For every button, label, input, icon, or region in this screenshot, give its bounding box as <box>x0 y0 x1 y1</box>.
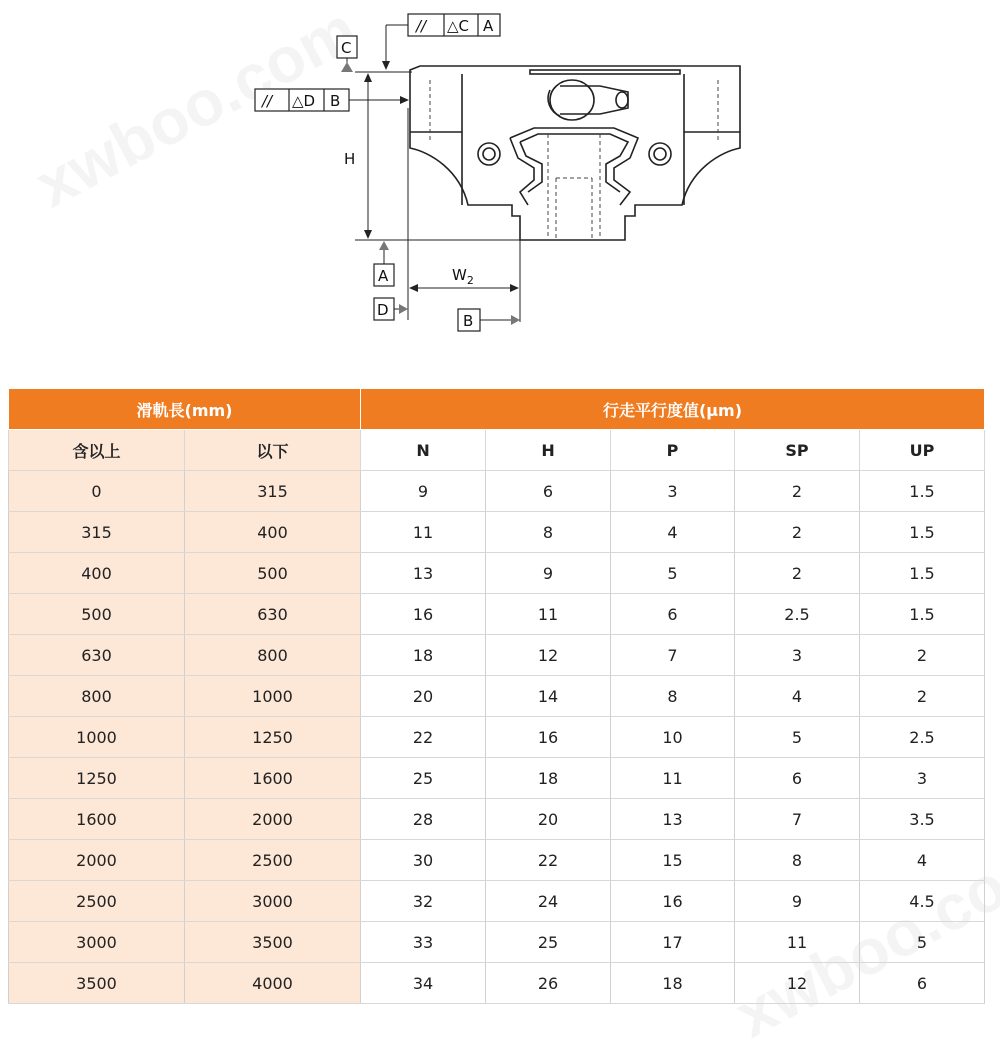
cell-grade-up: 2 <box>860 635 985 676</box>
cell-to: 2000 <box>185 799 361 840</box>
cell-grade-h: 12 <box>486 635 611 676</box>
cell-from: 800 <box>9 676 185 717</box>
cell-to: 4000 <box>185 963 361 1004</box>
tolerance-frame-side <box>255 89 409 111</box>
dim-h-label: H <box>344 150 356 168</box>
tol-side-ref: △D <box>292 92 316 110</box>
tol-side-datum: B <box>330 92 341 110</box>
cell-grade-sp: 2.5 <box>735 594 860 635</box>
cell-grade-p: 16 <box>611 881 735 922</box>
cell-grade-h: 8 <box>486 512 611 553</box>
cell-grade-p: 18 <box>611 963 735 1004</box>
header-grade-h: H <box>486 430 611 471</box>
cell-grade-sp: 2 <box>735 512 860 553</box>
table-row <box>9 881 985 922</box>
cell-grade-up: 3 <box>860 758 985 799</box>
guide-block <box>410 66 740 240</box>
tol-top-datum: A <box>483 17 494 35</box>
cell-from: 1600 <box>9 799 185 840</box>
cell-grade-h: 20 <box>486 799 611 840</box>
cell-grade-h: 9 <box>486 553 611 594</box>
dim-w2-label: $W_2$ <box>452 266 474 287</box>
table-body <box>9 471 985 1004</box>
cell-grade-n: 25 <box>361 758 486 799</box>
cell-grade-n: 11 <box>361 512 486 553</box>
cell-grade-sp: 4 <box>735 676 860 717</box>
cell-grade-sp: 2 <box>735 471 860 512</box>
header-to: 以下 <box>185 430 361 471</box>
cell-from: 3500 <box>9 963 185 1004</box>
cell-to: 315 <box>185 471 361 512</box>
cell-grade-n: 33 <box>361 922 486 963</box>
cell-grade-h: 14 <box>486 676 611 717</box>
table-row <box>9 840 985 881</box>
cell-from: 2500 <box>9 881 185 922</box>
cell-grade-p: 3 <box>611 471 735 512</box>
table-row <box>9 799 985 840</box>
cell-grade-up: 2 <box>860 676 985 717</box>
cell-grade-up: 1.5 <box>860 471 985 512</box>
cell-grade-h: 6 <box>486 471 611 512</box>
datum-c-label: C <box>341 39 352 57</box>
table-row <box>9 635 985 676</box>
cell-to: 1600 <box>185 758 361 799</box>
table-row <box>9 717 985 758</box>
cell-to: 630 <box>185 594 361 635</box>
cell-grade-p: 15 <box>611 840 735 881</box>
cell-grade-up: 4.5 <box>860 881 985 922</box>
cell-grade-n: 20 <box>361 676 486 717</box>
cell-grade-sp: 8 <box>735 840 860 881</box>
cell-grade-p: 10 <box>611 717 735 758</box>
grease-nipple <box>530 70 680 120</box>
cell-from: 500 <box>9 594 185 635</box>
cell-grade-sp: 5 <box>735 717 860 758</box>
cell-grade-n: 16 <box>361 594 486 635</box>
cell-grade-up: 1.5 <box>860 553 985 594</box>
header-grade-p: P <box>611 430 735 471</box>
rail-hidden-lines <box>430 80 718 238</box>
header-rail-length: 滑軌長(mm) <box>9 389 361 430</box>
cell-grade-n: 13 <box>361 553 486 594</box>
table-row <box>9 512 985 553</box>
cell-grade-h: 11 <box>486 594 611 635</box>
running-parallelism-table <box>8 388 985 1004</box>
cell-from: 3000 <box>9 922 185 963</box>
mounting-holes <box>478 143 671 165</box>
cell-grade-up: 4 <box>860 840 985 881</box>
cell-grade-p: 4 <box>611 512 735 553</box>
cell-grade-n: 30 <box>361 840 486 881</box>
cell-from: 1000 <box>9 717 185 758</box>
cell-from: 2000 <box>9 840 185 881</box>
header-grade-sp: SP <box>735 430 860 471</box>
cell-grade-sp: 12 <box>735 963 860 1004</box>
cell-grade-p: 5 <box>611 553 735 594</box>
datum-d-label: D <box>377 301 389 319</box>
cell-from: 630 <box>9 635 185 676</box>
cell-to: 3000 <box>185 881 361 922</box>
header-from: 含以上 <box>9 430 185 471</box>
tol-top-ref: △C <box>447 17 470 35</box>
cell-grade-up: 5 <box>860 922 985 963</box>
cell-from: 400 <box>9 553 185 594</box>
cell-grade-up: 1.5 <box>860 512 985 553</box>
cell-grade-h: 26 <box>486 963 611 1004</box>
tol-side-symbol: // <box>262 92 273 110</box>
cell-from: 315 <box>9 512 185 553</box>
linear-guide-diagram <box>0 0 1000 360</box>
header-grade-up: UP <box>860 430 985 471</box>
cell-grade-sp: 9 <box>735 881 860 922</box>
cell-grade-sp: 2 <box>735 553 860 594</box>
cell-to: 500 <box>185 553 361 594</box>
cell-grade-n: 18 <box>361 635 486 676</box>
cell-grade-p: 8 <box>611 676 735 717</box>
cell-grade-up: 6 <box>860 963 985 1004</box>
cell-grade-sp: 6 <box>735 758 860 799</box>
table-row <box>9 922 985 963</box>
table-row <box>9 553 985 594</box>
datum-a-label: A <box>378 267 389 285</box>
cell-grade-h: 25 <box>486 922 611 963</box>
cell-grade-sp: 3 <box>735 635 860 676</box>
header-grade-n: N <box>361 430 486 471</box>
cell-to: 2500 <box>185 840 361 881</box>
cell-grade-h: 16 <box>486 717 611 758</box>
table-row <box>9 594 985 635</box>
cell-grade-sp: 7 <box>735 799 860 840</box>
table-row <box>9 963 985 1004</box>
cell-to: 1250 <box>185 717 361 758</box>
tolerance-frame-top <box>382 14 500 70</box>
tol-top-symbol: // <box>416 17 427 35</box>
cell-grade-n: 28 <box>361 799 486 840</box>
cell-to: 3500 <box>185 922 361 963</box>
cell-to: 400 <box>185 512 361 553</box>
table-row <box>9 676 985 717</box>
cell-grade-up: 2.5 <box>860 717 985 758</box>
cell-grade-h: 18 <box>486 758 611 799</box>
cell-to: 1000 <box>185 676 361 717</box>
cell-from: 0 <box>9 471 185 512</box>
cell-grade-n: 22 <box>361 717 486 758</box>
table-row <box>9 471 985 512</box>
cell-grade-n: 34 <box>361 963 486 1004</box>
cell-grade-n: 9 <box>361 471 486 512</box>
cell-grade-n: 32 <box>361 881 486 922</box>
cell-grade-sp: 11 <box>735 922 860 963</box>
cell-to: 800 <box>185 635 361 676</box>
cell-grade-p: 11 <box>611 758 735 799</box>
cell-grade-h: 22 <box>486 840 611 881</box>
datum-b-label: B <box>463 312 474 330</box>
cell-from: 1250 <box>9 758 185 799</box>
cell-grade-up: 1.5 <box>860 594 985 635</box>
cell-grade-p: 13 <box>611 799 735 840</box>
cell-grade-h: 24 <box>486 881 611 922</box>
header-running-parallelism: 行走平行度值(μm) <box>361 389 985 430</box>
cell-grade-p: 6 <box>611 594 735 635</box>
table-row <box>9 758 985 799</box>
cell-grade-p: 17 <box>611 922 735 963</box>
cell-grade-p: 7 <box>611 635 735 676</box>
cell-grade-up: 3.5 <box>860 799 985 840</box>
